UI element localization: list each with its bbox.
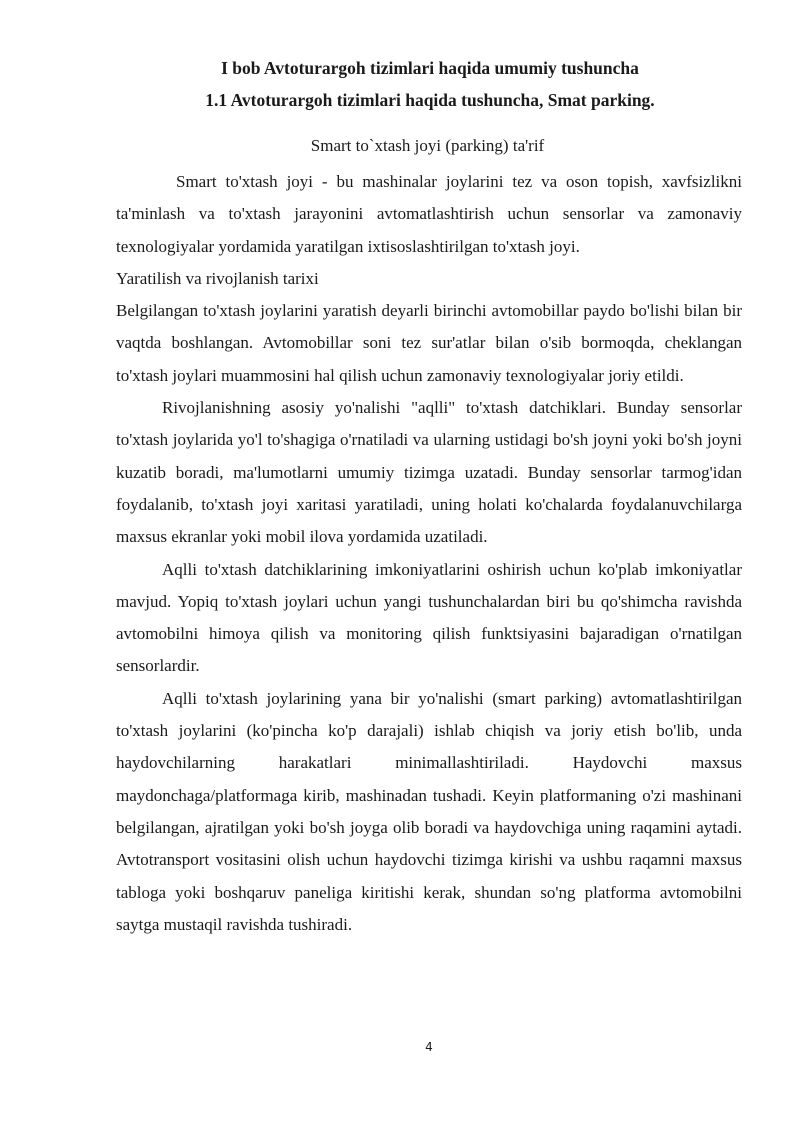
paragraph-history: Belgilangan to'xtash joylarini yaratish deyarli birinchi avtomobillar paydo bo'lishi bilan bir vaqtda boshlangan. Avtomobillar soni tez sur'atlar bilan o'sib bormoqda, cheklangan to'xtash joylari muammosini hal qilish uchun zamonaviy texnologiyalar joriy etildi. [116,301,742,385]
paragraph-sensors: Rivojlanishning asosiy yo'nalishi "aqlli" to'xtash datchiklari. Bunday sensorlar to'xtash joylarida yo'l to'shagiga o'rnatiladi va ularning ustidagi bo'sh joyni yoki bo'sh joyni kuzatib boradi, ma'lumotlarni umumiy tizimga uzatadi. Bunday sensorlar tarmog'idan foydalanib, to'xtash joyi xaritasi yaratiladi, uning holati ko'chalarda foydalanuvchilarga maxsus ekranlar yoki mobil ilova yordamida uzatiladi. [116,398,742,547]
chapter-title: I bob Avtoturargoh tizimlari haqida umumiy tushuncha [221,58,639,78]
subsection-subtitle: Smart to`xtash joyi (parking) ta'rif [310,136,545,155]
paragraph-definition: Smart to'xtash joyi - bu mashinalar joylarini tez va oson topish, xavfsizlikni ta'minlash va to'xtash jarayonini avtomatlashtirish uchun sensorlar va zamonaviy texnologiyalar yordamida yaratilgan ixtisoslashtirilgan to'xtash joyi. [116,172,742,256]
paragraph-automated-parking: Aqlli to'xtash joylarining yana bir yo'nalishi (smart parking) avtomatlashtirilgan to'xtash joylarini (ko'pincha ko'p darajali) ishlab chiqish va joriy etish bo'lib, unda haydovchilarning harakatlari minimallashtiriladi. Haydovchi maxsus maydonchaga/platformaga kirib, mashinadan tushadi. Keyin platformaning o'zi mashinani belgilangan, ajratilgan yoki bo'sh joyga olib boradi va haydovchiga uning raqamini aytadi. Avtotransport vositasini olish uchun haydovchi tizimga kirishi va ushbu raqamni maxsus tabloga yoki boshqaruv paneliga kiritishi kerak, shundan so'ng platforma avtomobilni saytga mustaqil ravishda tushiradi. [116,688,742,934]
page-number: 4 [425,1040,433,1054]
body-text [116,166,742,941]
paragraph-history-heading: Yaratilish va rivojlanish tarixi [116,268,319,288]
paragraph-capabilities: Aqlli to'xtash datchiklarining imkoniyatlarini oshirish uchun ko'plab imkoniyatlar mavjud. Yopiq to'xtash joylari uchun yangi tushunchalardan biri bu qo'shimcha ravishda avtomobilni himoya qilish va monitoring qilish funktsiyasini bajaradigan o'rnatilgan sensorlardir. [116,559,742,676]
section-title: 1.1 Avtoturargoh tizimlari haqida tushuncha, Smat parking. [205,90,655,110]
